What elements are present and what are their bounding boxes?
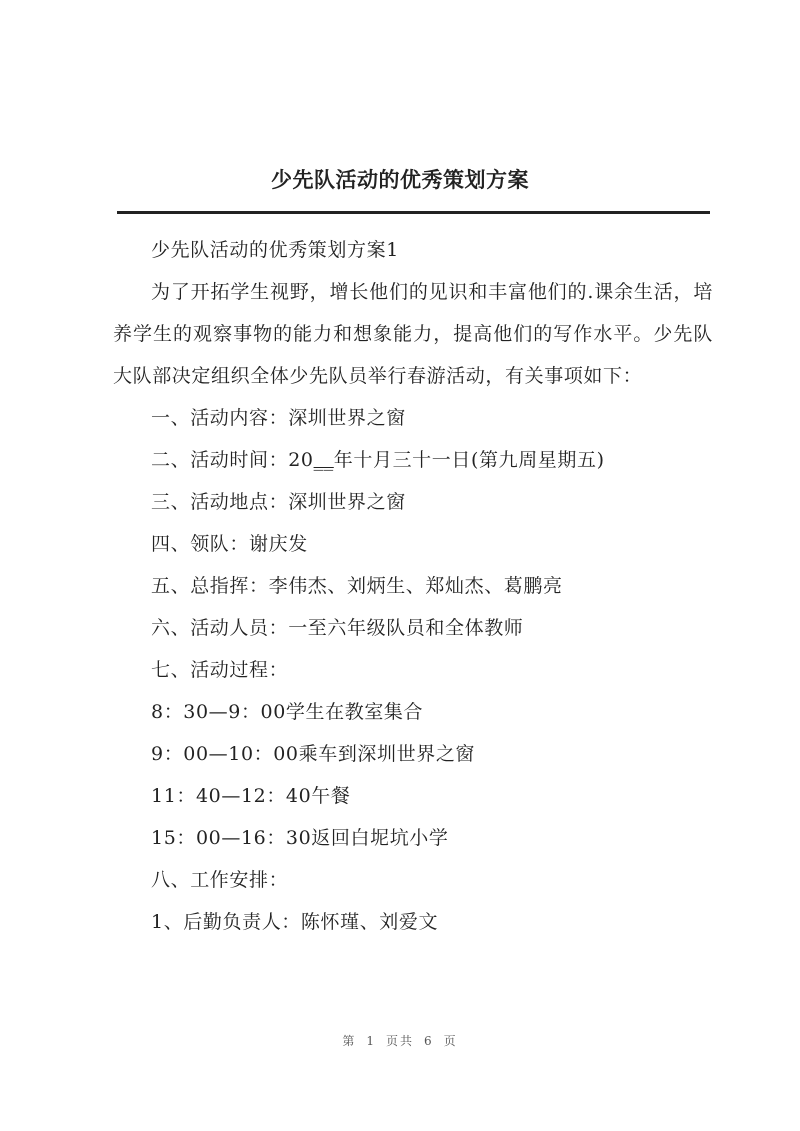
item-time-prefix: 二、活动时间：20 [151, 449, 314, 471]
footer-page-total: 6 [424, 1034, 434, 1048]
footer-page-mid: 页共 [385, 1034, 414, 1048]
item-process: 七、活动过程： [151, 659, 289, 681]
item-participants: 六、活动人员：一至六年级队员和全体教师 [151, 617, 524, 639]
item-commander: 五、总指挥：李伟杰、刘炳生、郑灿杰、葛鹏亮 [151, 575, 563, 597]
title-divider [117, 211, 710, 214]
footer-page-suffix: 页 [443, 1034, 458, 1048]
document-body [113, 229, 713, 943]
document-title: 少先队活动的优秀策划方案 [271, 167, 529, 192]
item-leader: 四、领队：谢庆发 [151, 533, 308, 555]
footer-page-number: 1 [366, 1034, 376, 1048]
schedule-line: 9：00—10：00乘车到深圳世界之窗 [151, 743, 476, 765]
schedule-line: 11：40—12：40午餐 [151, 785, 351, 807]
item-time-blank: __ [313, 449, 334, 471]
item-content: 一、活动内容：深圳世界之窗 [151, 407, 406, 429]
intro-paragraph: 为了开拓学生视野，增长他们的见识和丰富他们的.课余生活，培养学生的观察事物的能力和想象能力，提高他们的写作水平。少先队大队部决定组织全体少先队员举行春游活动，有关事项如下： [113, 281, 713, 387]
page-footer [0, 1032, 800, 1049]
item-logistics: 1、后勤负责人：陈怀瑾、刘爱文 [151, 911, 439, 933]
schedule-line: 15：00—16：30返回白坭坑小学 [151, 827, 449, 849]
item-location: 三、活动地点：深圳世界之窗 [151, 491, 406, 513]
item-work-arrangement: 八、工作安排： [151, 869, 289, 891]
footer-page-label: 第 [342, 1034, 357, 1048]
schedule-line: 8：30—9：00学生在教室集合 [151, 701, 424, 723]
item-time [113, 439, 713, 481]
section-heading: 少先队活动的优秀策划方案1 [151, 239, 399, 261]
item-time-suffix: 年十月三十一日(第九周星期五) [333, 449, 605, 471]
